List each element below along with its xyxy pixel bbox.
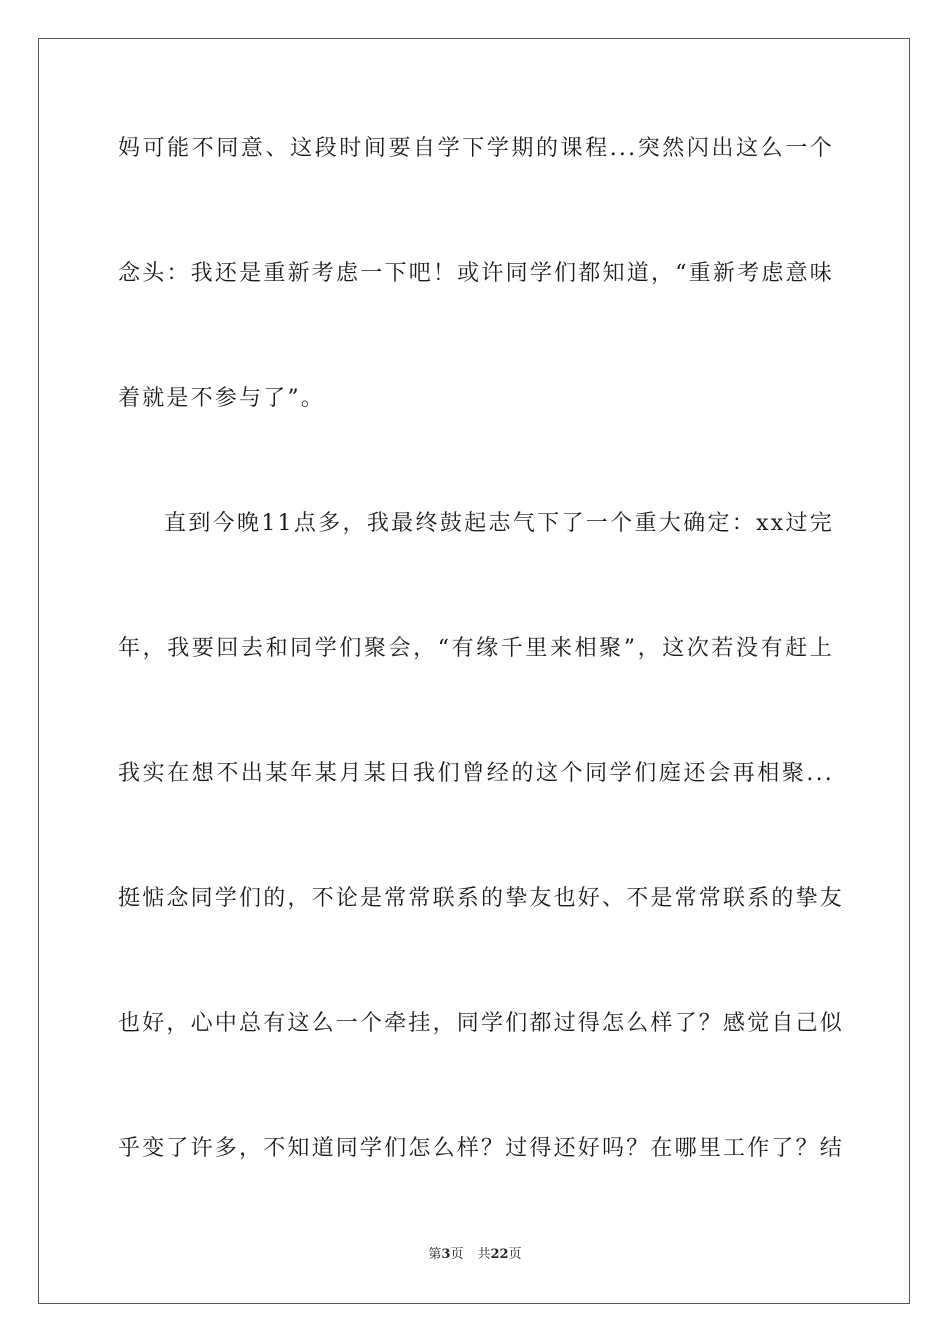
body-text-line: 妈可能不同意、这段时间要自学下学期的课程...突然闪出这么一个 [118, 136, 834, 161]
body-text-line: 念头：我还是重新考虑一下吧！或许同学们都知道，“重新考虑意味 [118, 261, 834, 286]
page-footer [0, 1246, 950, 1264]
body-text-line: 乎变了许多，不知道同学们怎么样？过得还好吗？在哪里工作了？结 [118, 1136, 845, 1161]
page-label-suffix: 页 [450, 1247, 464, 1262]
paragraph-first-line: 直到今晚11点多，我最终鼓起志气下了一个重大确定：xx过完 [164, 511, 834, 536]
body-text-line: 挺惦念同学们的，不论是常常联系的挚友也好、不是常常联系的挚友 [118, 886, 845, 911]
body-text-line: 也好，心中总有这么一个牵挂，同学们都过得怎么样了？感觉自己似 [118, 1011, 845, 1036]
body-text-line: 我实在想不出某年某月某日我们曾经的这个同学们庭还会再相聚... [118, 761, 834, 786]
page-label-prefix: 第 [428, 1247, 442, 1262]
total-page-count: 22 [490, 1247, 509, 1262]
body-text-line: 年，我要回去和同学们聚会，“有缘千里来相聚”，这次若没有赶上 [118, 636, 834, 661]
body-text-line: 着就是不参与了”。 [118, 386, 326, 411]
total-label-suffix: 页 [508, 1247, 522, 1262]
current-page-number: 3 [441, 1247, 451, 1262]
page-border [38, 38, 910, 1304]
total-label-prefix: 共 [477, 1247, 491, 1262]
